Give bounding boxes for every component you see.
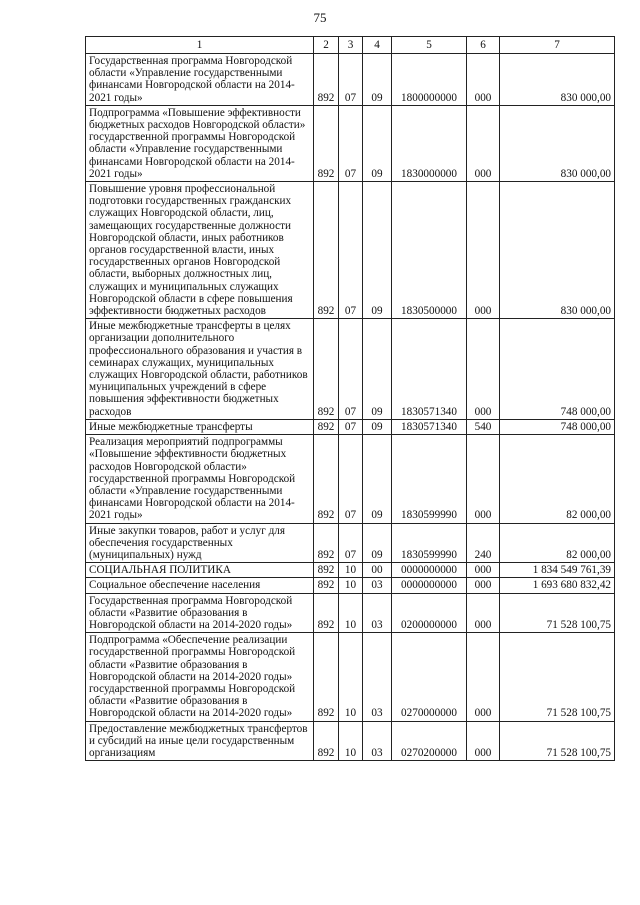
section-code-cell: 07 bbox=[339, 105, 363, 181]
table-row bbox=[86, 578, 615, 593]
section-code-cell: 07 bbox=[339, 319, 363, 420]
ministry-code-cell: 892 bbox=[314, 633, 339, 721]
row-name-cell: Предоставление межбюджетных трансфертов и субсидий на иные цели государственным организациям bbox=[86, 721, 314, 761]
row-name-cell: Иные межбюджетные трансферты bbox=[86, 419, 314, 434]
row-name-cell: Государственная программа Новгородской области «Управление государственными финансами Новгородской области на 2014-2021 годы» bbox=[86, 54, 314, 106]
target-article-cell: 1830000000 bbox=[392, 105, 467, 181]
row-name-cell: Иные закупки товаров, работ и услуг для обеспечения государственных (муниципальных) нужд bbox=[86, 523, 314, 563]
amount-cell: 830 000,00 bbox=[500, 182, 615, 319]
section-code-cell: 07 bbox=[339, 435, 363, 523]
expense-type-cell: 000 bbox=[467, 319, 500, 420]
header-cell: 4 bbox=[363, 37, 392, 54]
expense-type-cell: 000 bbox=[467, 563, 500, 578]
expense-type-cell: 000 bbox=[467, 633, 500, 721]
expense-type-cell: 000 bbox=[467, 593, 500, 633]
section-code-cell: 10 bbox=[339, 633, 363, 721]
ministry-code-cell: 892 bbox=[314, 105, 339, 181]
ministry-code-cell: 892 bbox=[314, 721, 339, 761]
target-article-cell: 0270000000 bbox=[392, 633, 467, 721]
ministry-code-cell: 892 bbox=[314, 593, 339, 633]
target-article-cell: 0200000000 bbox=[392, 593, 467, 633]
ministry-code-cell: 892 bbox=[314, 419, 339, 434]
row-name-cell: Подпрограмма «Обеспечение реализации государственной программы Новгородской области «Развитие образования в Новгородской области на 2014-2020 годы» государственной программы Новгородской области «Развитие образования в Новгородской области на 2014-2020 годы» bbox=[86, 633, 314, 721]
expense-type-cell: 000 bbox=[467, 435, 500, 523]
amount-cell: 1 834 549 761,39 bbox=[500, 563, 615, 578]
ministry-code-cell: 892 bbox=[314, 182, 339, 319]
header-cell: 7 bbox=[500, 37, 615, 54]
page-number: 75 bbox=[313, 10, 327, 25]
row-name-cell: Иные межбюджетные трансферты в целях организации дополнительного профессионального образования и участия в семинарах служащих, муниципальных служащих Новгородской области, работников муниципальных учреждений в сфере повышения эффективности бюджетных расходов bbox=[86, 319, 314, 420]
header-cell: 3 bbox=[339, 37, 363, 54]
subsection-code-cell: 09 bbox=[363, 105, 392, 181]
section-code-cell: 07 bbox=[339, 523, 363, 563]
row-name-cell: Государственная программа Новгородской области «Развитие образования в Новгородской области на 2014-2020 годы» bbox=[86, 593, 314, 633]
expense-type-cell: 540 bbox=[467, 419, 500, 434]
section-code-cell: 10 bbox=[339, 593, 363, 633]
section-code-cell: 07 bbox=[339, 54, 363, 106]
ministry-code-cell: 892 bbox=[314, 563, 339, 578]
table-row bbox=[86, 721, 615, 761]
section-code-cell: 07 bbox=[339, 182, 363, 319]
header-cell: 5 bbox=[392, 37, 467, 54]
amount-cell: 82 000,00 bbox=[500, 523, 615, 563]
target-article-cell: 1800000000 bbox=[392, 54, 467, 106]
section-code-cell: 07 bbox=[339, 419, 363, 434]
row-name-cell: Подпрограмма «Повышение эффективности бюджетных расходов Новгородской области» государственной программы Новгородской области «Управление государственными финансами Новгородской области на 2014-2021 годы» bbox=[86, 105, 314, 181]
target-article-cell: 1830571340 bbox=[392, 419, 467, 434]
expense-type-cell: 000 bbox=[467, 54, 500, 106]
target-article-cell: 1830599990 bbox=[392, 435, 467, 523]
amount-cell: 830 000,00 bbox=[500, 105, 615, 181]
section-code-cell: 10 bbox=[339, 721, 363, 761]
table-row bbox=[86, 319, 615, 420]
table-row bbox=[86, 105, 615, 181]
amount-cell: 71 528 100,75 bbox=[500, 633, 615, 721]
row-name-cell: Реализация мероприятий подпрограммы «Повышение эффективности бюджетных расходов Новгородской области» государственной программы Новгородской области «Управление государственными финансами Новгородской области на 2014-2021 годы» bbox=[86, 435, 314, 523]
table-row bbox=[86, 419, 615, 434]
amount-cell: 71 528 100,75 bbox=[500, 721, 615, 761]
subsection-code-cell: 03 bbox=[363, 721, 392, 761]
ministry-code-cell: 892 bbox=[314, 578, 339, 593]
header-cell: 6 bbox=[467, 37, 500, 54]
amount-cell: 71 528 100,75 bbox=[500, 593, 615, 633]
target-article-cell: 1830500000 bbox=[392, 182, 467, 319]
table-row bbox=[86, 593, 615, 633]
budget-table bbox=[85, 36, 615, 761]
amount-cell: 1 693 680 832,42 bbox=[500, 578, 615, 593]
target-article-cell: 0270200000 bbox=[392, 721, 467, 761]
subsection-code-cell: 09 bbox=[363, 435, 392, 523]
row-name-cell: СОЦИАЛЬНАЯ ПОЛИТИКА bbox=[86, 563, 314, 578]
amount-cell: 748 000,00 bbox=[500, 319, 615, 420]
table-row bbox=[86, 435, 615, 523]
row-name-cell: Повышение уровня профессиональной подготовки государственных гражданских служащих Новгородской области, лиц, замещающих государственные должности Новгородской области, иных работников органов государственной власти, иных государственных органов Новгородской области, выборных должностных лиц, служащих и муниципальных служащих Новгородской области в сфере повышения эффективности бюджетных расходов bbox=[86, 182, 314, 319]
target-article-cell: 0000000000 bbox=[392, 578, 467, 593]
header-cell: 2 bbox=[314, 37, 339, 54]
subsection-code-cell: 09 bbox=[363, 319, 392, 420]
target-article-cell: 1830571340 bbox=[392, 319, 467, 420]
expense-type-cell: 000 bbox=[467, 578, 500, 593]
subsection-code-cell: 03 bbox=[363, 593, 392, 633]
subsection-code-cell: 03 bbox=[363, 578, 392, 593]
ministry-code-cell: 892 bbox=[314, 523, 339, 563]
section-code-cell: 10 bbox=[339, 563, 363, 578]
table-row bbox=[86, 633, 615, 721]
expense-type-cell: 000 bbox=[467, 105, 500, 181]
table-row bbox=[86, 54, 615, 106]
header-row bbox=[86, 37, 615, 54]
ministry-code-cell: 892 bbox=[314, 319, 339, 420]
target-article-cell: 0000000000 bbox=[392, 563, 467, 578]
ministry-code-cell: 892 bbox=[314, 435, 339, 523]
subsection-code-cell: 09 bbox=[363, 523, 392, 563]
amount-cell: 748 000,00 bbox=[500, 419, 615, 434]
section-code-cell: 10 bbox=[339, 578, 363, 593]
table-row bbox=[86, 523, 615, 563]
amount-cell: 830 000,00 bbox=[500, 54, 615, 106]
table-row bbox=[86, 563, 615, 578]
row-name-cell: Социальное обеспечение населения bbox=[86, 578, 314, 593]
subsection-code-cell: 00 bbox=[363, 563, 392, 578]
table-row bbox=[86, 182, 615, 319]
subsection-code-cell: 03 bbox=[363, 633, 392, 721]
target-article-cell: 1830599990 bbox=[392, 523, 467, 563]
expense-type-cell: 000 bbox=[467, 182, 500, 319]
amount-cell: 82 000,00 bbox=[500, 435, 615, 523]
expense-type-cell: 240 bbox=[467, 523, 500, 563]
ministry-code-cell: 892 bbox=[314, 54, 339, 106]
header-cell: 1 bbox=[86, 37, 314, 54]
expense-type-cell: 000 bbox=[467, 721, 500, 761]
subsection-code-cell: 09 bbox=[363, 419, 392, 434]
subsection-code-cell: 09 bbox=[363, 182, 392, 319]
subsection-code-cell: 09 bbox=[363, 54, 392, 106]
